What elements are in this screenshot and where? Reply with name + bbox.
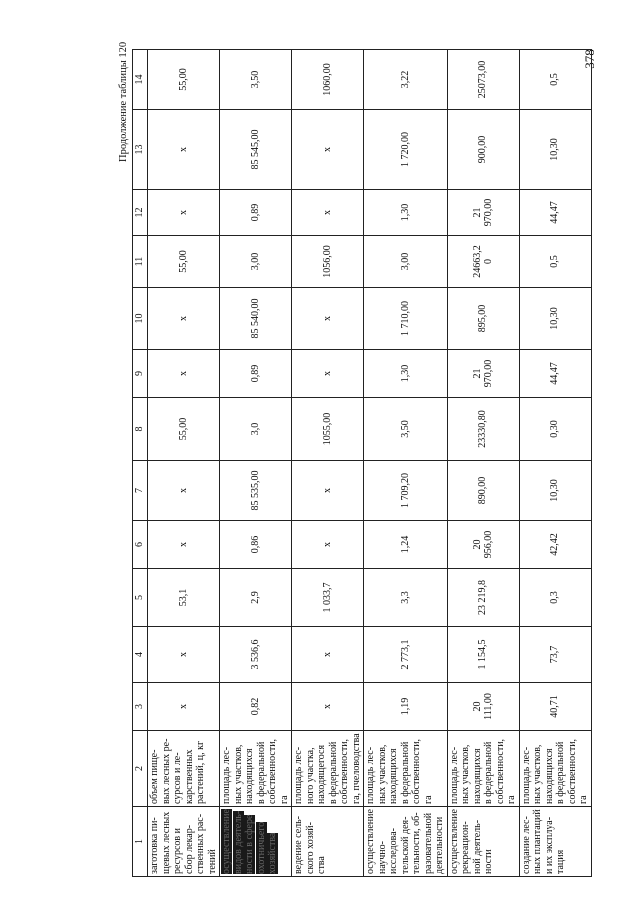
value-cell: 23 219,8: [447, 569, 519, 627]
value-cell: 900,00: [447, 110, 519, 190]
column-header: 14: [133, 50, 148, 110]
column-header: 13: [133, 110, 148, 190]
value-cell: 1,24: [364, 521, 448, 569]
value-cell: 44,47: [519, 190, 591, 236]
value-cell: 1 709,20: [364, 461, 448, 521]
value-cell: 10,30: [519, 110, 591, 190]
table-row: [292, 50, 364, 877]
highlighted-text: осуществление видов деятель- ности в сфере охотничьего хозяйства: [221, 809, 278, 874]
value-cell: 3,50: [220, 50, 292, 110]
value-cell: 3,3: [364, 569, 448, 627]
value-cell: 1055,00: [292, 398, 364, 461]
value-cell: 20 111,00: [447, 683, 519, 731]
value-cell: 85 545,00: [220, 110, 292, 190]
column-header: 8: [133, 398, 148, 461]
value-cell: 2 773,1: [364, 627, 448, 683]
column-header: 2: [133, 731, 148, 807]
value-cell: x: [292, 350, 364, 398]
value-cell: 85 535,00: [220, 461, 292, 521]
column-header: 9: [133, 350, 148, 398]
indicator-cell: площадь лес- ных участков, находящихся в федеральной собственности, га: [519, 731, 591, 807]
value-cell: 3,22: [364, 50, 448, 110]
column-header: 11: [133, 236, 148, 288]
activity-type-cell: [220, 807, 292, 877]
value-cell: x: [148, 521, 220, 569]
value-cell: x: [148, 288, 220, 350]
value-cell: 21 970,00: [447, 190, 519, 236]
value-cell: 23330,80: [447, 398, 519, 461]
table-row: [148, 50, 220, 877]
data-table: [132, 49, 592, 877]
value-cell: 53,1: [148, 569, 220, 627]
value-cell: 0,89: [220, 190, 292, 236]
column-header: 12: [133, 190, 148, 236]
activity-type-cell: создание лес- ных плантаций и их эксплуа- тация: [519, 807, 591, 877]
value-cell: 73,7: [519, 627, 591, 683]
value-cell: 20 956,00: [447, 521, 519, 569]
indicator-cell: площадь лес- ных участков, находящихся в федеральной собственности, га: [364, 731, 448, 807]
value-cell: 85 540,00: [220, 288, 292, 350]
value-cell: 3,0: [220, 398, 292, 461]
value-cell: x: [148, 190, 220, 236]
value-cell: 40,71: [519, 683, 591, 731]
continuation-note: Продолжение таблицы 120: [118, 41, 129, 162]
page-number: 378: [582, 49, 597, 69]
value-cell: 2,9: [220, 569, 292, 627]
value-cell: 0,82: [220, 683, 292, 731]
value-cell: x: [292, 683, 364, 731]
value-cell: x: [292, 461, 364, 521]
value-cell: 0,3: [519, 569, 591, 627]
table-row: [220, 50, 292, 877]
value-cell: 1060,00: [292, 50, 364, 110]
table-body: [133, 50, 592, 877]
value-cell: 1,19: [364, 683, 448, 731]
value-cell: x: [148, 683, 220, 731]
value-cell: 1 720,00: [364, 110, 448, 190]
value-cell: 1 710,00: [364, 288, 448, 350]
value-cell: x: [292, 627, 364, 683]
indicator-cell: объем пище- вых лесных ре- сурсов и ле- карственных растений, ц, кг: [148, 731, 220, 807]
indicator-cell: площадь лес- ных участков, находящихся в федеральной собственности, га: [220, 731, 292, 807]
value-cell: 55,00: [148, 50, 220, 110]
value-cell: 0,89: [220, 350, 292, 398]
value-cell: x: [292, 110, 364, 190]
value-cell: x: [148, 110, 220, 190]
value-cell: 21 970,00: [447, 350, 519, 398]
value-cell: 1,30: [364, 350, 448, 398]
value-cell: 0,86: [220, 521, 292, 569]
value-cell: x: [292, 190, 364, 236]
column-header: 10: [133, 288, 148, 350]
value-cell: 25073,00: [447, 50, 519, 110]
rotated-table-container: [132, 50, 589, 877]
header-row: [133, 50, 148, 877]
value-cell: 0,30: [519, 398, 591, 461]
value-cell: 3,00: [364, 236, 448, 288]
value-cell: 55,00: [148, 236, 220, 288]
indicator-cell: площадь лес- ного участка, находящегося в федеральной собственности, га, пчеловодства: [292, 731, 364, 807]
activity-type-cell: осуществление научно- исследова- тельской дея- тельности, об- разовательной деятельности: [364, 807, 448, 877]
table-row: [447, 50, 519, 877]
column-header: 3: [133, 683, 148, 731]
value-cell: x: [292, 288, 364, 350]
value-cell: x: [148, 461, 220, 521]
column-header: 7: [133, 461, 148, 521]
value-cell: x: [148, 627, 220, 683]
table-row: [519, 50, 591, 877]
value-cell: 1,30: [364, 190, 448, 236]
value-cell: 0,5: [519, 236, 591, 288]
value-cell: 0,5: [519, 50, 591, 110]
activity-type-cell: осуществление рекреацион- ной деятель- ности: [447, 807, 519, 877]
value-cell: 3 536,6: [220, 627, 292, 683]
value-cell: 890,00: [447, 461, 519, 521]
value-cell: 55,00: [148, 398, 220, 461]
activity-type-cell: заготовка пи- щевых лесных ресурсов и сбор лекар- ственных рас- тений: [148, 807, 220, 877]
activity-type-cell: ведение сель- ского хозяй- ства: [292, 807, 364, 877]
value-cell: 10,30: [519, 461, 591, 521]
column-header: 5: [133, 569, 148, 627]
value-cell: 3,50: [364, 398, 448, 461]
value-cell: 1056,00: [292, 236, 364, 288]
value-cell: x: [148, 350, 220, 398]
value-cell: 1 033,7: [292, 569, 364, 627]
value-cell: 1 154,5: [447, 627, 519, 683]
column-header: 1: [133, 807, 148, 877]
value-cell: 24663,2 0: [447, 236, 519, 288]
value-cell: 895,00: [447, 288, 519, 350]
indicator-cell: площадь лес- ных участков, находящихся в федеральной собственности, га: [447, 731, 519, 807]
value-cell: 44,47: [519, 350, 591, 398]
column-header: 4: [133, 627, 148, 683]
value-cell: x: [292, 521, 364, 569]
value-cell: 10,30: [519, 288, 591, 350]
value-cell: 42,42: [519, 521, 591, 569]
column-header: 6: [133, 521, 148, 569]
table-row: [364, 50, 448, 877]
value-cell: 3,00: [220, 236, 292, 288]
